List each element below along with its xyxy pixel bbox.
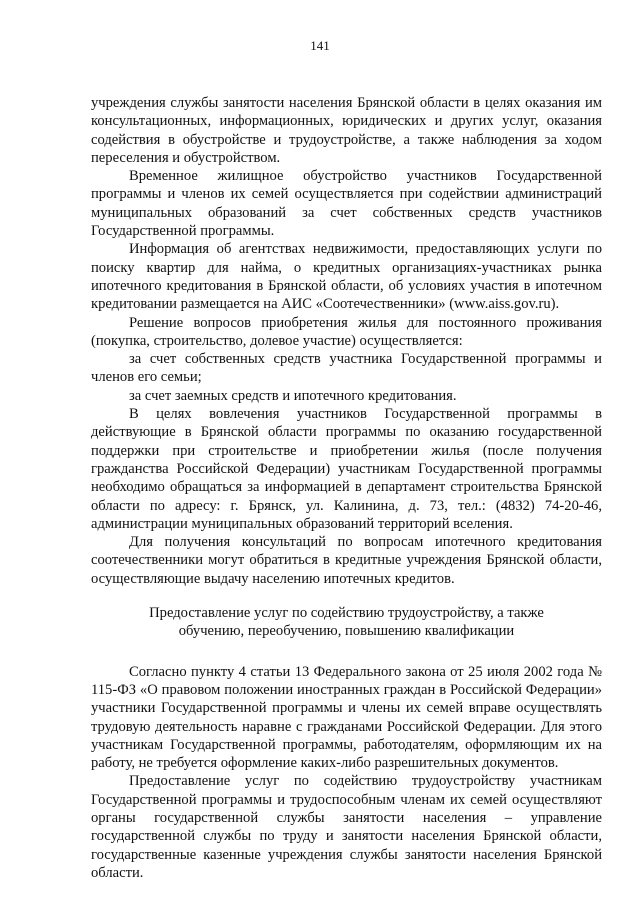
paragraph-temporary-housing: Временное жилищное обустройство участников Государственной программы и членов их семей осуществляется при содействии администраций муниципальных образований за счет собственных средств участников Государственной программы. <box>91 168 602 240</box>
document-body <box>91 94 602 882</box>
paragraph-mortgage-consultation: Для получения консультаций по вопросам ипотечного кредитования соотечественники могут обратиться в кредитные учреждения Брянской области, осуществляющие выдачу населению ипотечных кредитов. <box>91 534 602 587</box>
section-heading-line-1: Предоставление услуг по содействию трудоустройству, а также <box>149 605 544 622</box>
paragraph-state-support: В целях вовлечения участников Государственной программы в действующие в Брянской области программы по оказанию государственной поддержки при строительстве и приобретении жилья (после получения гражданства Российской Федерации) участникам Государственной программы необходимо обращаться за информацией в департамент строительства Брянской области по адресу: г. Брянск, ул. Калинина, д. 73, тел.: (4832) 74-20-46, администрации муниципальных образований территорий вселения. <box>91 406 602 532</box>
paragraph-federal-law: Согласно пункту 4 статьи 13 Федерального закона от 25 июля 2002 года № 115-ФЗ «О правовом положении иностранных граждан в Российской Федерации» участники Государственной программы и члены их семей вправе осуществлять трудовую деятельность наравне с гражданами Российской Федерации. Для этого участникам Государственной программы, работодателям, оформляющим их на работу, не требуется оформление каких-либо разрешительных документов. <box>91 663 602 772</box>
paragraph-real-estate-info: Информация об агентствах недвижимости, предоставляющих услуги по поиску квартир для найма, о кредитных организациях-участниках рынка ипотечного кредитования в Брянской области, об условиях участия в ипотечном кредитовании размещается на АИС «Соотечественники» (www.aiss.gov.ru). <box>91 241 602 313</box>
paragraph-housing-purchase: Решение вопросов приобретения жилья для постоянного проживания (покупка, строительство, долевое участие) осуществляется: <box>91 314 602 349</box>
section-heading-line-2: обучению, переобучению, повышению квалификации <box>178 623 515 640</box>
paragraph-own-funds: за счет собственных средств участника Государственной программы и членов его семьи; <box>91 351 602 386</box>
paragraph-employment-services: Предоставление услуг по содействию трудоустройству участникам Государственной программы и трудоспособным членам их семей осуществляют органы государственной службы занятости населения – управление государственной службы по труду и занятости населения Брянской области, государственные казенные учреждения службы занятости населения Брянской области. <box>91 773 602 881</box>
paragraph-continuation: учреждения службы занятости населения Брянской области в целях оказания им консультационных, информационных, юридических и других услуг, оказания содействия в обустройстве и трудоустройстве, а также наблюдения за ходом переселения и обустройством. <box>91 95 602 166</box>
paragraph-borrowed-funds: за счет заемных средств и ипотечного кредитования. <box>129 387 457 404</box>
page-number: 141 <box>310 38 330 53</box>
section-heading <box>91 604 602 641</box>
